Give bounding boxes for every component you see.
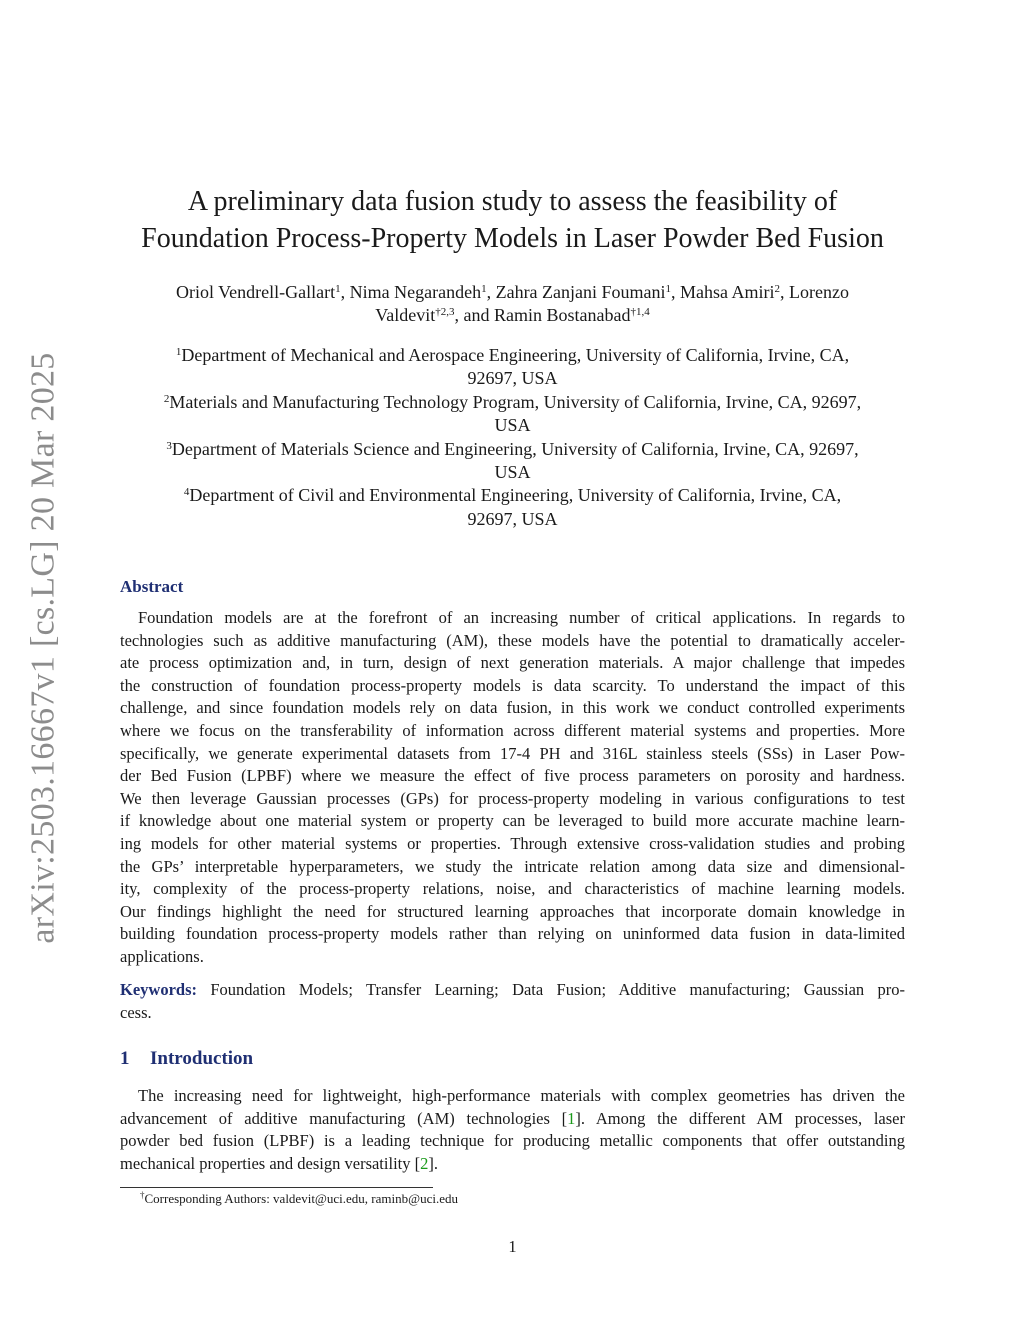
affiliation-line: USA [494, 415, 531, 436]
author-line [120, 281, 905, 304]
affiliation-text: Department of Civil and Environmental Engineering, University of California, Irvine, CA, [189, 485, 842, 506]
affiliation-line [120, 391, 905, 414]
abstract-line: specifically, we generate experimental datasets from 17-4 PH and 316L stainless steels (SSs) in Laser Pow- [120, 743, 905, 763]
abstract-line: ing models for other material systems or properties. Through extensive cross-validation studies and probing [120, 833, 905, 853]
abstract-line: Foundation models are at the forefront of an increasing number of critical applications. In regards to [138, 608, 905, 627]
abstract-line: if knowledge about one material system or property can be leveraged to build more accurate machine learn- [120, 811, 905, 831]
author-name: , and Ramin Bostanabad [454, 305, 631, 325]
abstract-line: applications. [120, 946, 204, 966]
affiliation-number: 1 [175, 346, 182, 358]
keywords-label: Keywords: [120, 980, 197, 999]
keywords-line [120, 979, 905, 1002]
abstract-line: the GPs’ interpretable hyperparameters, we study the intricate relation among data size and dimensional- [120, 856, 905, 876]
footnote-mark: † [140, 1190, 145, 1200]
paper-title [120, 183, 905, 257]
author-list [120, 281, 905, 327]
author-name: , Mahsa Amiri [671, 282, 775, 302]
abstract-line: Our findings highlight the need for structured learning approaches that incorporate domain knowledge in [120, 901, 905, 921]
affiliation-text: Materials and Manufacturing Technology Program, University of California, Irvine, CA, 92697, [169, 391, 862, 412]
intro-text: mechanical properties and design versatility [ [120, 1153, 421, 1173]
abstract-line: challenge, and since foundation models rely on data fusion, in this work we conduct controlled experiments [120, 698, 905, 718]
affiliation-line: 92697, USA [467, 508, 558, 529]
abstract-line: ate process optimization and, in turn, design of next generation materials. A major challenge that impedes [120, 653, 905, 673]
intro-line: The increasing need for lightweight, high-performance materials with complex geometries has driven the [138, 1086, 905, 1105]
citation-link[interactable]: 1 [567, 1108, 576, 1128]
abstract-line: building foundation process-property models rather than relying on uninformed data fusion in data-limited [120, 924, 905, 944]
keywords-line: cess. [120, 1002, 152, 1022]
author-name: Valdevit [375, 305, 436, 325]
abstract-line: ity, complexity of the process-property relations, noise, and characteristics of machine learning models. [120, 879, 905, 899]
affiliation-line [120, 344, 905, 367]
keywords [120, 979, 905, 1024]
arxiv-identifier-stamp [6, 350, 81, 945]
affiliation-line [120, 438, 905, 461]
affiliation-list [120, 344, 905, 531]
affiliation-text: Department of Mechanical and Aerospace Engineering, University of California, Irvine, CA, [181, 345, 850, 365]
author-affil-mark: 2 [774, 283, 781, 295]
intro-text: ]. Among the different AM processes, laser [575, 1108, 905, 1128]
affiliation-number: 3 [166, 439, 172, 452]
footnote [140, 1190, 458, 1208]
intro-line [120, 1108, 905, 1131]
abstract-heading: Abstract [120, 577, 184, 596]
abstract-line: the construction of foundation process-property models is data scarcity. To understand the impact of this [120, 675, 905, 695]
keywords-text: Foundation Models; Transfer Learning; Data Fusion; Additive manufacturing; Gaussian pro- [210, 980, 906, 999]
abstract-line: der Bed Fusion (LPBF) where we measure the effect of five process parameters on porosity and hardness. [120, 766, 905, 786]
arxiv-identifier-text: arXiv:2503.16667v1 [cs.LG] 20 Mar 2025 [24, 351, 62, 944]
author-affil-mark: 1 [335, 283, 341, 295]
author-name: , Nima Negarandeh [340, 282, 482, 302]
affiliation-line: USA [494, 462, 531, 483]
section-number: 1 [120, 1048, 130, 1069]
abstract-line: technologies such as additive manufacturing (AM), these models have the potential to dramatically acceler- [120, 630, 905, 650]
intro-text: ]. [428, 1153, 438, 1173]
footnote-text: Corresponding Authors: valdevit@uci.edu, raminb@uci.edu [144, 1191, 458, 1206]
author-affil-mark: †2,3 [435, 306, 455, 318]
section-title: Introduction [150, 1048, 254, 1069]
affiliation-line: 92697, USA [467, 368, 558, 389]
citation-link[interactable]: 2 [420, 1153, 429, 1173]
section-heading-introduction [120, 1048, 253, 1070]
footnote-divider [120, 1187, 433, 1188]
affiliation-number: 2 [163, 392, 170, 405]
abstract-line: where we focus on the transferability of information across different material systems and properties. More [120, 720, 905, 740]
abstract-body [120, 607, 905, 969]
intro-text: advancement of additive manufacturing (AM) technologies [ [120, 1108, 568, 1128]
affiliation-line [120, 484, 905, 507]
page-number: 1 [508, 1237, 517, 1256]
author-line [120, 304, 905, 327]
author-name: Oriol Vendrell-Gallart [176, 282, 336, 302]
intro-line: powder bed fusion (LPBF) is a leading technique for producing metallic components that offer outstanding [120, 1131, 905, 1151]
affiliation-number: 4 [183, 486, 190, 499]
intro-line [120, 1153, 905, 1176]
title-line: A preliminary data fusion study to assess the feasibility of [187, 186, 838, 217]
author-affil-mark: 1 [665, 283, 672, 295]
title-line: Foundation Process-Property Models in Laser Powder Bed Fusion [141, 223, 884, 254]
author-affil-mark: 1 [481, 283, 487, 295]
abstract-line: We then leverage Gaussian processes (GPs) for process-property modeling in various configurations to test [120, 788, 905, 808]
author-name: , Zahra Zanjani Foumani [486, 282, 666, 302]
introduction-body [120, 1085, 905, 1175]
author-name: , Lorenzo [780, 282, 849, 302]
author-affil-mark: †1,4 [630, 306, 650, 318]
affiliation-text: Department of Materials Science and Engineering, University of California, Irvine, CA, 92697, [171, 438, 859, 459]
